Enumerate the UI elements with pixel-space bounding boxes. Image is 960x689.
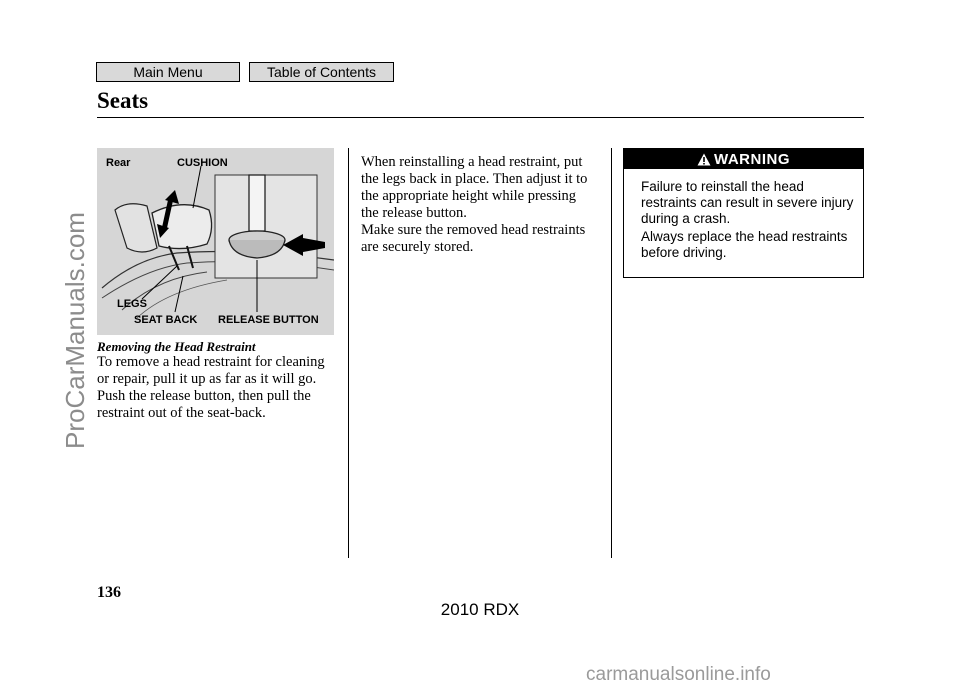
- title-divider: [97, 117, 864, 118]
- remove-instructions: To remove a head restraint for cleaning or repair, pull it up as far as it will go. Push the release button, then pull the restraint out of the seat-back.: [97, 354, 325, 421]
- storage-note: Make sure the removed head restraints are securely stored.: [361, 222, 586, 255]
- reinstall-instructions: When reinstalling a head restraint, put the legs back in place. Then adjust it to the appropriate height while pressing the release button.: [361, 154, 588, 221]
- warning-heading-text: WARNING: [714, 151, 790, 168]
- column-divider: [348, 148, 349, 558]
- head-restraint-illustration: [97, 148, 334, 335]
- release-button-label: RELEASE BUTTON: [218, 314, 319, 326]
- page-number: 136: [97, 584, 121, 601]
- figure-caption: Removing the Head Restraint: [97, 339, 256, 354]
- warning-triangle-icon: [697, 153, 711, 166]
- seat-back-label: SEAT BACK: [134, 314, 198, 326]
- warning-text: Failure to reinstall the head restraints can result in severe injury during a crash.: [641, 179, 854, 226]
- warning-text: Always replace the head restraints before driving.: [641, 229, 848, 260]
- bottom-watermark: carmanualsonline.info: [586, 664, 771, 685]
- warning-heading: [624, 149, 863, 169]
- model-label: 2010 RDX: [440, 600, 520, 619]
- column-divider: [611, 148, 612, 558]
- page-title: Seats: [97, 88, 149, 113]
- main-menu-button[interactable]: Main Menu: [96, 62, 240, 82]
- legs-label: LEGS: [117, 298, 147, 310]
- cushion-label: CUSHION: [177, 157, 228, 169]
- side-watermark: ProCarManuals.com: [60, 212, 90, 449]
- table-of-contents-button[interactable]: Table of Contents: [249, 62, 394, 82]
- warning-box: [623, 148, 864, 278]
- rear-label: Rear: [106, 157, 131, 169]
